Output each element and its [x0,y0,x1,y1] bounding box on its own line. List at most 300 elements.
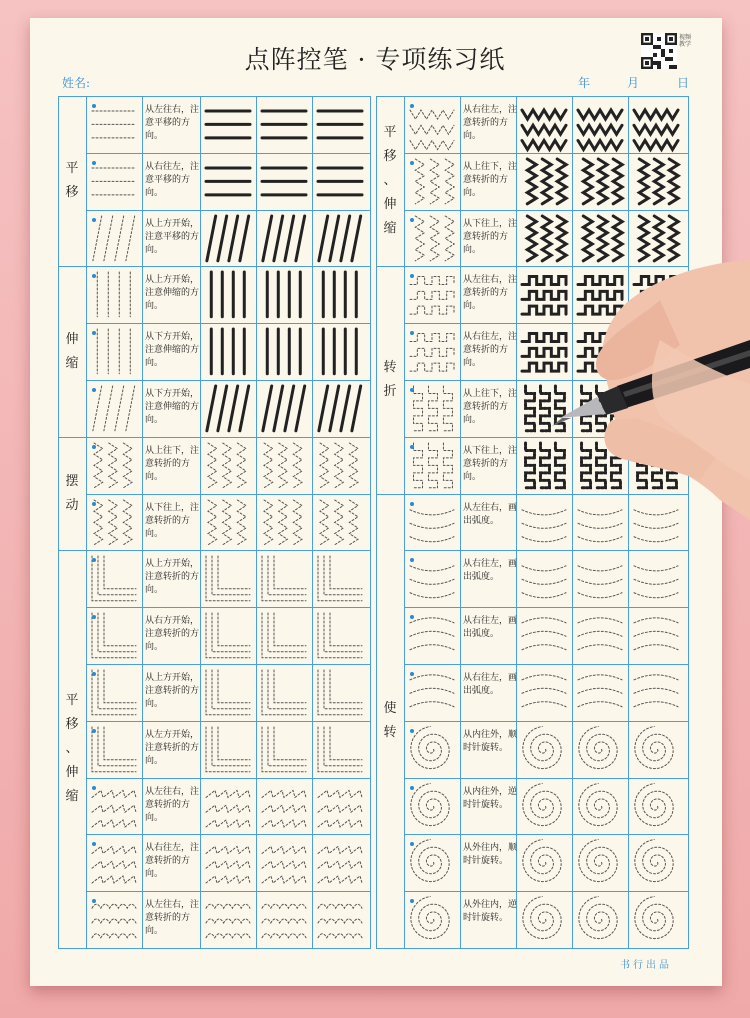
vmeander-stroke [582,386,591,431]
vzig-stroke [669,216,678,261]
practice-cell[interactable] [200,266,256,323]
practice-cell[interactable] [312,891,368,948]
category-char: 平 [383,125,397,141]
arcs_down-stroke [410,523,454,528]
practice-cell[interactable] [200,437,256,494]
qr-label: 视频教学 [679,34,692,48]
instruction-text: 从上往下，注意转折的方向。 [463,161,518,198]
example-cell [86,550,142,607]
start-dot-icon [92,331,96,335]
start-dot-icon [410,331,414,335]
practice-cell[interactable] [628,494,684,551]
practice-cell[interactable] [628,778,684,835]
arcs_down-stroke [522,523,566,528]
teeth-stroke [262,847,306,854]
corners-stroke [218,556,250,589]
practice-cell[interactable] [312,834,368,891]
category-char: 折 [383,383,397,399]
instruction-text: 从上方开始，注意平移的方向。 [145,218,200,255]
vzig-stroke [654,159,663,204]
meander-stroke [410,334,454,342]
practice-cell[interactable] [312,153,368,210]
practice-cell[interactable] [256,778,312,835]
zz-stroke [237,443,246,488]
practice-cell[interactable] [256,550,312,607]
corners-stroke [92,613,136,658]
practice-cell[interactable] [312,266,368,323]
corners-stroke [330,727,362,760]
meander-stroke [522,349,566,357]
practice-cell[interactable] [516,323,572,380]
corners-stroke [262,556,306,601]
grid-column-line [460,96,461,948]
slants-stroke [207,216,216,261]
slants-stroke [126,386,135,431]
practice-cell[interactable] [312,721,368,778]
vmeander-stroke [667,386,676,431]
waves-stroke [318,904,362,908]
practice-cell[interactable] [572,494,628,551]
hzig-stroke [578,141,622,150]
practice-cell[interactable] [200,550,256,607]
teeth-stroke [92,847,136,854]
hzig-stroke [410,141,454,150]
zz-stroke [293,500,302,545]
category-char: 缩 [383,221,397,237]
arcs_up-stroke [410,675,454,680]
practice-cell[interactable] [516,153,572,210]
vzig-stroke [654,216,663,261]
slants-stroke [352,216,361,261]
meander-stroke [634,349,678,357]
arcs_up-stroke [522,618,566,623]
category-char: 动 [65,497,79,513]
spiral-stroke [635,726,673,768]
start-dot-icon [410,615,414,619]
practice-cell[interactable] [516,437,572,494]
category-char: 移 [65,717,79,733]
practice-cell[interactable] [312,96,368,153]
start-dot-icon [410,786,414,790]
vzig-stroke [557,159,566,204]
vmeander-stroke [443,443,452,488]
zz-stroke [320,500,329,545]
hzig-stroke [522,125,566,134]
arcs_down-stroke [522,509,566,514]
corners-stroke [274,556,306,589]
start-dot-icon [92,842,96,846]
practice-cell[interactable] [516,664,572,721]
practice-cell[interactable] [572,210,628,267]
meander-stroke [578,349,622,357]
hzig-stroke [522,110,566,119]
arcs_up-stroke [578,631,622,636]
instruction-text: 从下往上，注意转折的方向。 [463,445,518,482]
spiral-stroke [579,783,617,825]
instruction-text: 从外往内，顺时针旋转。 [463,843,518,867]
practice-cell[interactable] [312,210,368,267]
corners-stroke [330,670,362,703]
start-dot-icon [410,274,414,278]
practice-cell[interactable] [256,380,312,437]
practice-cell[interactable] [312,323,368,380]
spiral-stroke [523,783,561,825]
arcs_up-stroke [522,675,566,680]
practice-cell[interactable] [628,266,684,323]
practice-cell[interactable] [256,834,312,891]
practice-cell[interactable] [200,778,256,835]
spiral-stroke [523,897,561,939]
meander-stroke [522,307,566,315]
vzig-stroke [445,159,454,204]
slants-stroke [341,386,350,431]
practice-cell[interactable] [516,550,572,607]
meander-stroke [634,334,678,342]
start-dot-icon [92,218,96,222]
vmeander-stroke [540,443,549,488]
slants-stroke [330,216,339,261]
hzig-stroke [634,125,678,134]
start-dot-icon [410,104,414,108]
instruction-text: 从右往左，注意平移的方向。 [145,161,200,198]
practice-cell[interactable] [312,494,368,551]
start-dot-icon [410,899,414,903]
practice-cell[interactable] [628,380,684,437]
arcs_down-stroke [634,580,678,585]
corners-stroke [318,670,362,715]
example-cell [86,266,142,323]
example-cell [404,437,460,494]
practice-cell[interactable] [256,210,312,267]
practice-cell[interactable] [516,380,572,437]
zz-stroke [123,443,132,488]
arcs_up-stroke [578,702,622,707]
practice-cell[interactable] [572,891,628,948]
instruction-text: 从上往下，注意转折的方向。 [145,445,200,482]
spiral-stroke [635,840,673,882]
practice-cell[interactable] [256,266,312,323]
spiral-stroke [579,897,617,939]
practice-cell[interactable] [628,550,684,607]
arcs_up-stroke [522,688,566,693]
teeth-stroke [206,805,250,812]
practice-cell[interactable] [628,323,684,380]
start-dot-icon [410,502,414,506]
start-dot-icon [410,729,414,733]
practice-cell[interactable] [256,494,312,551]
instruction-text: 从上方开始，注意转折的方向。 [145,673,200,709]
arcs_down-stroke [578,566,622,571]
practice-cell[interactable] [628,96,684,153]
practice-cell[interactable] [628,664,684,721]
practice-cell[interactable] [628,210,684,267]
example-cell [86,96,142,153]
instruction-text: 从上方开始，注意伸缩的方向。 [145,275,200,312]
example-cell [86,834,142,891]
instruction-text: 从右往左，画出弧度。 [463,616,518,640]
practice-cell[interactable] [200,664,256,721]
practice-cell[interactable] [200,153,256,210]
practice-cell[interactable] [312,550,368,607]
category-char: 转 [383,359,397,375]
practice-cell[interactable] [312,380,368,437]
example-cell [404,96,460,153]
category-char: 缩 [65,789,79,805]
slants-stroke [274,386,283,431]
start-dot-icon [92,388,96,392]
practice-cell[interactable] [256,437,312,494]
start-dot-icon [92,502,96,506]
vzig-stroke [639,216,648,261]
start-dot-icon [92,786,96,790]
meander-stroke [410,363,454,371]
practice-cell[interactable] [200,210,256,267]
qr-code-icon[interactable] [641,33,677,69]
practice-cell[interactable] [200,721,256,778]
page-title: 点阵控笔 · 专项练习纸 [244,45,506,74]
slants-stroke [296,386,305,431]
practice-cell[interactable] [516,96,572,153]
waves-stroke [206,919,250,923]
category-char: 摆 [65,473,79,489]
vzig-stroke [542,216,551,261]
teeth-stroke [318,820,362,827]
arcs_down-stroke [410,536,454,541]
teeth-stroke [262,790,306,797]
practice-cell[interactable] [516,834,572,891]
zz-stroke [335,500,344,545]
vzig-stroke [613,216,622,261]
practice-cell[interactable] [572,380,628,437]
practice-cell[interactable] [572,778,628,835]
spiral-stroke [579,726,617,768]
meander-stroke [634,277,678,285]
start-dot-icon [410,558,414,562]
spiral-stroke [411,897,449,939]
vmeander-stroke [414,386,423,431]
teeth-stroke [92,820,136,827]
teeth-stroke [318,862,362,869]
start-dot-icon [410,672,414,676]
arcs_down-stroke [634,566,678,571]
instruction-text: 从内往外，顺时针旋转。 [463,729,518,753]
practice-cell[interactable] [200,891,256,948]
corners-stroke [262,727,306,772]
practice-cell[interactable] [200,323,256,380]
practice-cell[interactable] [572,721,628,778]
vzig-stroke [542,159,551,204]
practice-cell[interactable] [516,778,572,835]
hzig-stroke [522,141,566,150]
arcs_down-stroke [578,523,622,528]
vmeander-stroke [652,386,661,431]
waves-stroke [318,919,362,923]
arcs_down-stroke [578,509,622,514]
practice-cell[interactable] [572,153,628,210]
practice-cell[interactable] [572,834,628,891]
category-char: 平 [65,161,79,177]
practice-cell[interactable] [628,153,684,210]
practice-cell[interactable] [516,494,572,551]
vmeander-stroke [611,443,620,488]
practice-cell[interactable] [572,664,628,721]
slants-stroke [229,386,238,431]
zz-stroke [264,443,273,488]
practice-cell[interactable] [256,664,312,721]
example-cell [404,778,460,835]
practice-cell[interactable] [628,607,684,664]
vzig-stroke [583,216,592,261]
meander-stroke [410,277,454,285]
arcs_up-stroke [578,675,622,680]
instruction-text: 从上方开始，注意转折的方向。 [145,559,200,596]
slants-stroke [93,216,102,261]
practice-cell[interactable] [312,664,368,721]
practice-cell[interactable] [256,721,312,778]
corners-stroke [330,556,362,589]
vmeander-stroke [540,386,549,431]
instruction-text: 从内往外，逆时针旋转。 [463,786,518,810]
arcs_up-stroke [634,675,678,680]
practice-cell[interactable] [312,778,368,835]
arcs_up-stroke [410,702,454,707]
practice-cell[interactable] [256,323,312,380]
corners-stroke [206,556,250,601]
instruction-text: 从下方开始，注意伸缩的方向。 [145,389,200,425]
spiral-stroke [635,783,673,825]
start-dot-icon [92,899,96,903]
corners-stroke [262,670,306,715]
start-dot-icon [92,672,96,676]
teeth-stroke [262,876,306,883]
practice-cell[interactable] [256,891,312,948]
spiral-stroke [579,840,617,882]
vmeander-stroke [428,443,437,488]
practice-cell[interactable] [516,266,572,323]
arcs_down-stroke [522,566,566,571]
meander-stroke [522,292,566,300]
publisher-label: 书行出品 [620,960,672,971]
arcs_down-stroke [410,580,454,585]
practice-cell[interactable] [200,607,256,664]
practice-cell[interactable] [200,834,256,891]
corners-stroke [274,613,306,646]
practice-cell[interactable] [516,607,572,664]
meander-stroke [578,277,622,285]
zz-stroke [109,443,118,488]
zz-stroke [237,500,246,545]
vmeander-stroke [555,386,564,431]
waves-stroke [92,934,136,938]
practice-cell[interactable] [312,607,368,664]
slants-stroke [104,216,113,261]
practice-cell[interactable] [628,834,684,891]
arcs_down-stroke [634,509,678,514]
practice-cell[interactable] [312,437,368,494]
teeth-stroke [92,876,136,883]
category-char: 使 [383,700,397,716]
practice-cell[interactable] [572,266,628,323]
zz-stroke [123,500,132,545]
zz-stroke [349,443,358,488]
practice-cell[interactable] [628,891,684,948]
teeth-stroke [318,790,362,797]
practice-cell[interactable] [572,550,628,607]
practice-cell[interactable] [572,323,628,380]
category-char: 伸 [65,331,79,347]
example-cell [404,550,460,607]
arcs_up-stroke [522,702,566,707]
waves-stroke [262,919,306,923]
practice-cell[interactable] [200,96,256,153]
practice-cell[interactable] [200,494,256,551]
teeth-stroke [206,862,250,869]
vzig-stroke [415,159,424,204]
waves-stroke [318,934,362,938]
teeth-stroke [318,847,362,854]
arcs_up-stroke [634,702,678,707]
vmeander-stroke [443,386,452,431]
vzig-stroke [430,159,439,204]
example-cell [86,607,142,664]
practice-cell[interactable] [572,437,628,494]
spiral-stroke [411,783,449,825]
example-cell [86,210,142,267]
meander-stroke [578,334,622,342]
zz-stroke [264,500,273,545]
corners-stroke [206,727,250,772]
grid-column-line [688,96,689,948]
example-cell [404,380,460,437]
practice-cell[interactable] [628,721,684,778]
arcs_down-stroke [578,580,622,585]
corners-stroke [218,727,250,760]
category-3 [58,550,86,948]
teeth-stroke [206,876,250,883]
start-dot-icon [92,104,96,108]
practice-cell[interactable] [200,380,256,437]
date-year-label: 年 [578,76,591,90]
instruction-text: 从下方开始，注意伸缩的方向。 [145,332,200,369]
teeth-stroke [206,820,250,827]
vmeander-stroke [596,386,605,431]
practice-cell[interactable] [516,210,572,267]
start-dot-icon [410,218,414,222]
start-dot-icon [410,388,414,392]
vmeander-stroke [428,386,437,431]
example-cell [86,721,142,778]
practice-cell[interactable] [572,96,628,153]
teeth-stroke [92,862,136,869]
practice-cell[interactable] [256,96,312,153]
practice-cell[interactable] [516,891,572,948]
date-month-label: 月 [627,76,640,90]
meander-stroke [522,334,566,342]
practice-cell[interactable] [572,607,628,664]
practice-cell[interactable] [256,153,312,210]
instruction-text: 从左往右，注意平移的方向。 [145,105,200,141]
arcs_down-stroke [410,566,454,571]
arcs_down-stroke [578,536,622,541]
practice-cell[interactable] [628,437,684,494]
practice-cell[interactable] [516,721,572,778]
category-char: 、 [383,173,397,189]
slants-stroke [319,386,328,431]
practice-cell[interactable] [256,607,312,664]
example-cell [404,153,460,210]
example-cell [86,494,142,551]
grid-column-line [142,96,143,948]
